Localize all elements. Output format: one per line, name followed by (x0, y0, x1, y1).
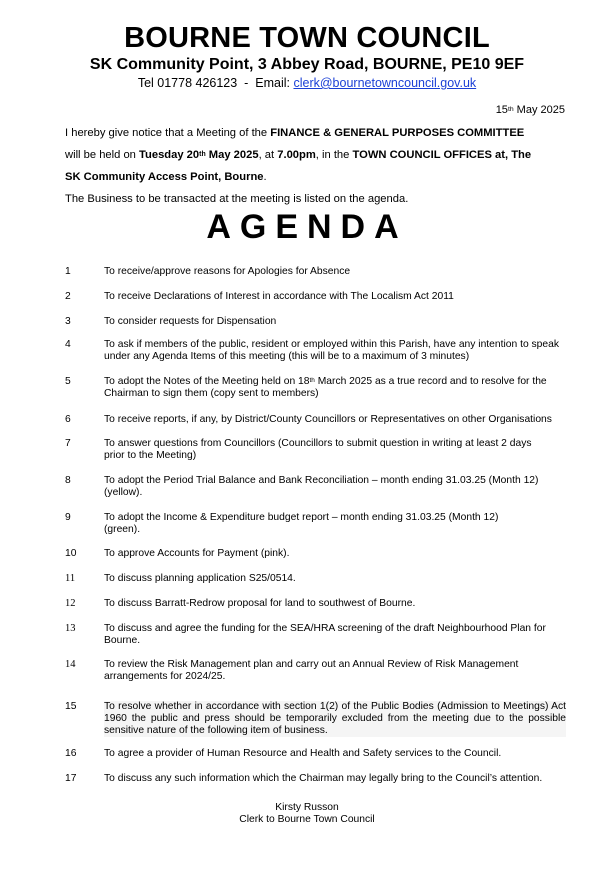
item-text: To receive Declarations of Interest in accordance with The Localism Act 2011 (104, 291, 454, 302)
item-text: To discuss any such information which the Chairman may legally bring to the Council’s attention. (104, 773, 543, 784)
item-text: To consider requests for Dispensation (104, 316, 277, 327)
meeting-date-month: May 2025 (205, 149, 259, 161)
item-text: To adopt the Income & Expenditure budget report – month ending 31.03.25 (Month 12) (green). (104, 512, 499, 535)
item-number: 15 (65, 701, 77, 712)
meeting-notice (65, 122, 565, 210)
item-number: 12 (65, 598, 76, 609)
date-month-year: May 2025 (513, 104, 565, 116)
item-text: To ask if members of the public, resident or employed within this Parish, have any intention to speak under any Agenda Items of this meeting (this will be to a maximum of 3 minutes) (104, 339, 560, 362)
item-text: To discuss planning application S25/0514. (104, 573, 296, 584)
item-text: To review the Risk Management plan and carry out an Annual Review of Risk Management arrangements for 2024/25. (104, 659, 519, 682)
item-number: 2 (65, 291, 71, 302)
item-number: 1 (65, 266, 71, 277)
item-text: To approve Accounts for Payment (pink). (104, 548, 290, 559)
signatory-role: Clerk to Bourne Town Council (239, 814, 375, 825)
item-number: 14 (65, 659, 76, 670)
item-text: To discuss Barratt-Redrow proposal for land to southwest of Bourne. (104, 598, 416, 609)
item-text: To receive/approve reasons for Apologies for Absence (104, 266, 351, 277)
item-text (104, 376, 566, 400)
email-link[interactable]: clerk@bournetowncouncil.gov.uk (293, 76, 477, 90)
notice-text: , at (258, 149, 278, 161)
item-number: 17 (65, 773, 77, 784)
contact-line (0, 76, 614, 90)
notice-text: I hereby give notice that a Meeting of the (65, 127, 271, 139)
committee-name: FINANCE & GENERAL PURPOSES COMMITTEE (270, 127, 525, 139)
date-suffix: th (507, 105, 514, 113)
signatory-name: Kirsty Russon (275, 802, 339, 813)
meeting-time: 7.00pm (277, 149, 316, 161)
notice-line-4: The Business to be transacted at the meeting is listed on the agenda. (65, 193, 409, 205)
item-number: 10 (65, 548, 77, 559)
council-title: BOURNE TOWN COUNCIL (124, 22, 490, 54)
item-number: 3 (65, 316, 71, 327)
item-text: To agree a provider of Human Resource and Health and Safety services to the Council. (104, 748, 502, 759)
item-text-part: To adopt the Notes of the Meeting held on 18 (104, 376, 310, 387)
item-number: 8 (65, 475, 71, 486)
item-text: To discuss and agree the funding for the SEA/HRA screening of the draft Neighbourhood Plan for Bourne. (104, 623, 546, 646)
item-text-sup: th (309, 377, 315, 385)
meeting-venue: TOWN COUNCIL OFFICES at, The (352, 149, 532, 161)
notice-line-3 (65, 166, 565, 188)
meeting-date-suffix: th (199, 150, 206, 158)
notice-text: will be held on (65, 149, 140, 161)
notice-line-2 (65, 144, 565, 166)
item-text: To resolve whether in accordance with section 1(2) of the Public Bodies (Admission to Meetings) Act 1960 the public and press should be temporarily excluded from the meeting due to the possible sensitive nature of the following item of business. (104, 701, 566, 736)
agenda-heading: AGENDA (206, 208, 408, 246)
council-address: SK Community Point, 3 Abbey Road, BOURNE, PE10 9EF (89, 56, 525, 73)
item-text-part: March 2025 as a true record and to resolve for the Chairman to sign them (copy sent to members) (104, 376, 550, 399)
item-text: To adopt the Period Trial Balance and Bank Reconciliation – month ending 31.03.25 (Month 12) (yellow). (104, 475, 539, 498)
item-number: 11 (65, 573, 76, 584)
item-number: 6 (65, 414, 71, 425)
item-number: 5 (65, 376, 71, 387)
notice-text: , in the (315, 149, 353, 161)
notice-line-1 (65, 122, 565, 144)
telephone-text: Tel 01778 426123 - Email: (137, 76, 294, 90)
meeting-date-day: Tuesday 20 (139, 149, 200, 161)
notice-date (496, 104, 565, 116)
date-day: 15 (495, 104, 508, 116)
item-number: 7 (65, 438, 71, 449)
item-text: To receive reports, if any, by District/County Councillors or Representatives on other Organisations (104, 414, 552, 425)
item-text: To answer questions from Councillors (Councillors to submit question in writing at least 2 days prior to the Meeting) (104, 438, 532, 461)
meeting-date (139, 149, 259, 161)
item-number: 13 (65, 623, 76, 634)
signature-block (0, 802, 614, 826)
item-number: 9 (65, 512, 71, 523)
notice-text: . (263, 171, 267, 183)
item-number: 4 (65, 339, 71, 350)
item-number: 16 (65, 748, 77, 759)
meeting-venue-cont: SK Community Access Point, Bourne (65, 171, 264, 183)
